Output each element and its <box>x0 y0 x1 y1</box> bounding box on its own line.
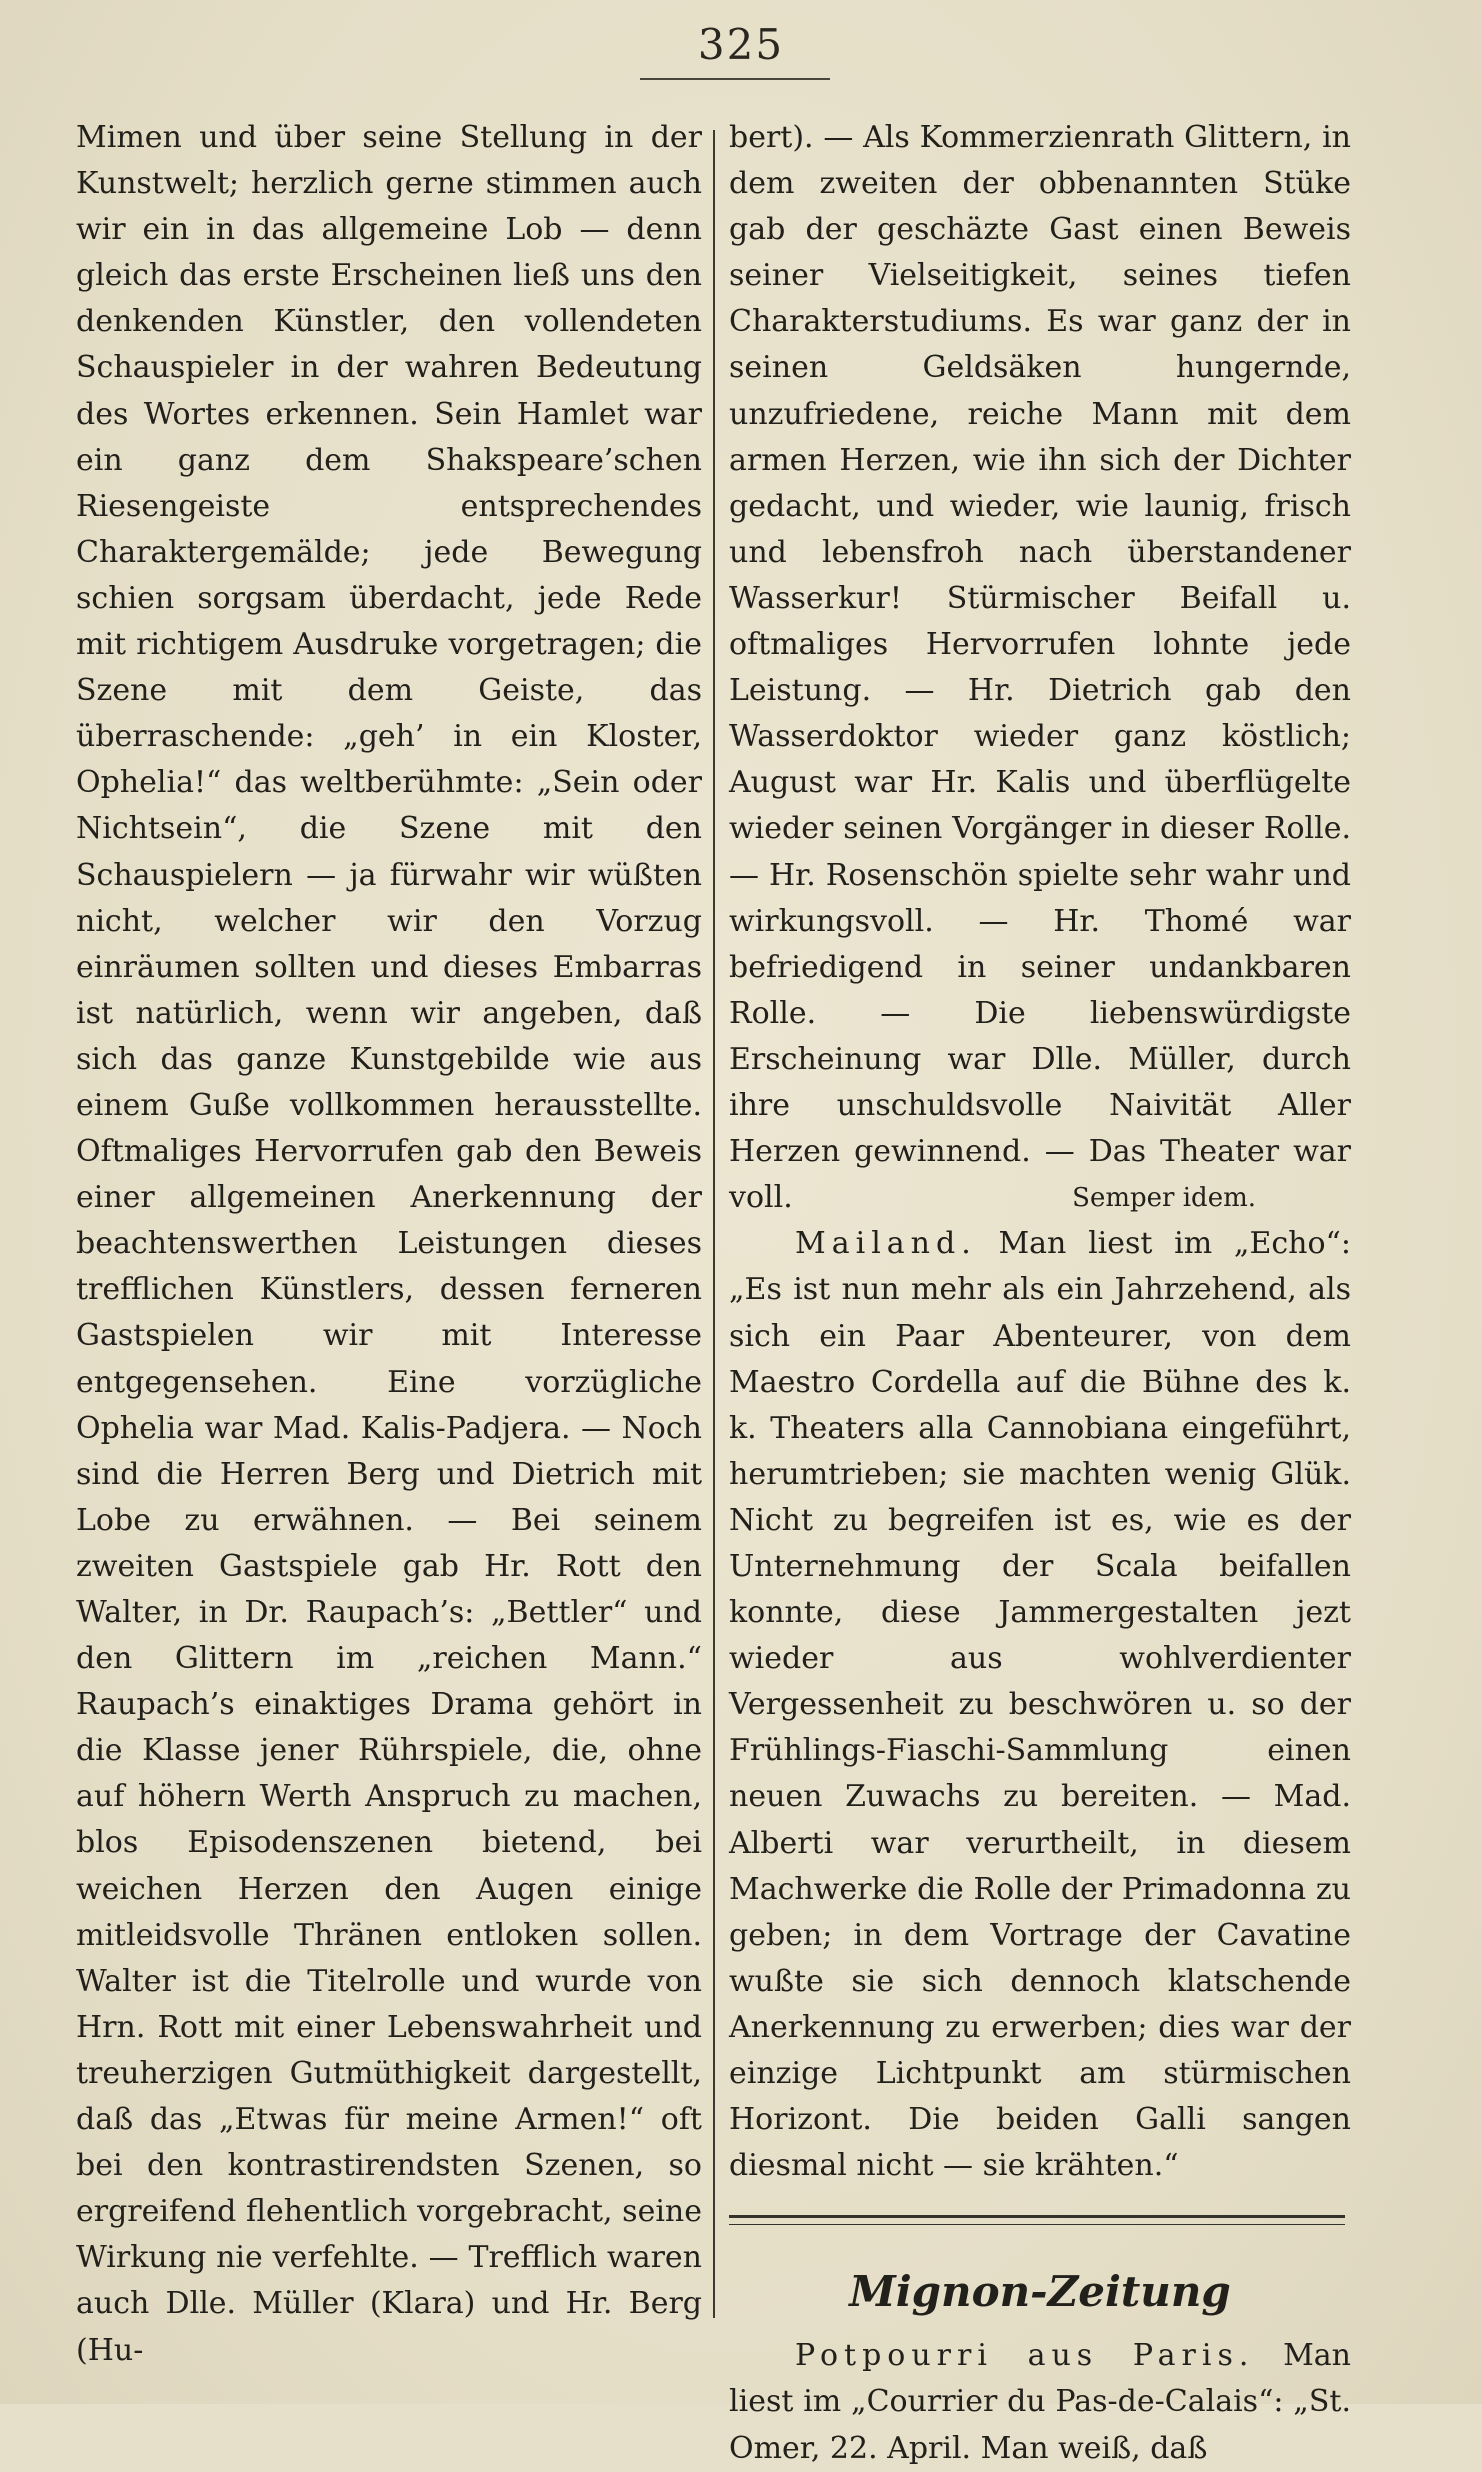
milan-report-text: Man liest im „Echo“: „Es ist nun mehr als ein Jahrzehend, als sich ein Paar Abenteurer, von dem Maestro Cordella auf die Bühne des k. k. Theaters alla Cannobiana eingeführt, herumtrieben; sie machten wenig Glük. Nicht zu begreifen ist es, wie es der Unternehmung der Scala beifallen konnte, diese Jammergestalten jezt wieder aus wohlverdienter Vergessenheit zu beschwören u. so der Frühlings-Fiaschi-Sammlung einen neuen Zuwachs zu bereiten. — Mad. Alberti war verurtheilt, in diesem Machwerke die Rolle der Primadonna zu geben; in dem Vortrage der Cavatine wußte sie sich dennoch klatschende Anerkennung zu erwerben; dies war der einzige Lichtpunkt am stürmischen Horizont. Die beiden Galli sangen diesmal nicht — sie krähten.“ <box>729 1226 1351 2184</box>
right-column <box>729 115 1351 2472</box>
header-rule <box>640 78 830 80</box>
page-number: 325 <box>697 20 785 69</box>
column-divider <box>713 130 715 2318</box>
section-title: Mignon-Zeitung <box>849 2267 1231 2317</box>
milan-city-heading: Mailand. <box>795 1226 977 1262</box>
potpourri-heading: Potpourri aus Paris. <box>795 2338 1255 2374</box>
author-signature: Semper idem. <box>1072 1183 1256 1214</box>
potpourri-paragraph <box>729 2333 1351 2471</box>
milan-report-paragraph <box>729 1221 1351 2189</box>
theater-review-paragraph: Mimen und über seine Stellung in der Kunstwelt; herzlich gerne stimmen auch wir ein in das allgemeine Lob — denn gleich das erste Erscheinen ließ uns den denkenden Künstler, den vollendeten Schauspieler in der wahren Bedeutung des Wortes erkennen. Sein Hamlet war ein ganz dem Shakspeare’schen Riesengeiste entsprechendes Charaktergemälde; jede Bewegung schien sorgsam überdacht, jede Rede mit richtigem Ausdruke vorgetragen; die Szene mit dem Geiste, das überraschende: „geh’ in ein Kloster, Ophelia!“ das weltberühmte: „Sein oder Nichtsein“, die Szene mit den Schauspielern — ja fürwahr wir wüßten nicht, welcher wir den Vorzug einräumen sollten und dieses Embarras ist natürlich, wenn wir angeben, daß sich das ganze Kunstgebilde wie aus einem Guße vollkommen herausstellte. Oftmaliges Hervorrufen gab den Beweis einer allgemeinen Anerkennung der beachtenswerthen Leistungen dieses trefflichen Künstlers, dessen ferneren Gastspielen wir mit Interesse entgegensehen. Eine vorzügliche Ophelia war Mad. Kalis-Padjera. — Noch sind die Herren Berg und Dietrich mit Lobe zu erwähnen. — Bei seinem zweiten Gastspiele gab Hr. Rott den Walter, in Dr. Raupach’s: „Bettler“ und den Glittern im „reichen Mann.“ Raupach’s einaktiges Drama gehört in die Klasse jener Rührspiele, die, ohne auf höhern Werth Anspruch zu machen, blos Episodenszenen bietend, bei weichen Herzen den Augen einige mitleidsvolle Thränen entloken sollen. Walter ist die Titelrolle und wurde von Hrn. Rott mit einer Lebenswahrheit und treuherzigen Gutmüthigkeit dargestellt, daß das „Etwas für meine Armen!“ oft bei den kontrastirendsten Szenen, so ergreifend flehentlich vorgebracht, seine Wirkung nie verfehlte. — Trefflich waren auch Dlle. Müller (Klara) und Hr. Berg (Hu- <box>76 120 702 2368</box>
review-continuation-paragraph: bert). — Als Kommerzienrath Glittern, in dem zweiten der obbenannten Stüke gab der geschäzte Gast einen Beweis seiner Vielseitigkeit, seines tiefen Charakterstudiums. Es war ganz der in seinen Geldsäken hungernde, unzufriedene, reiche Mann mit dem armen Herzen, wie ihn sich der Dichter gedacht, und wieder, wie launig, frisch und lebensfroh nach überstandener Wasserkur! Stürmischer Beifall u. oftmaliges Hervorrufen lohnte jede Leistung. — Hr. Dietrich gab den Wasserdoktor wieder ganz köstlich; August war Hr. Kalis und überflügelte wieder seinen Vorgänger in dieser Rolle. — Hr. Rosenschön spielte sehr wahr und wirkungsvoll. — Hr. Thomé war befriedigend in seiner undankbaren Rolle. — Die liebenswürdigste Erscheinung war Dlle. Müller, durch ihre unschuldsvolle Naivität Aller Herzen gewinnend. — Das Theater war voll. <box>729 120 1351 1216</box>
potpourri-text: Man liest im „Courrier du Pas-de-Calais“: „St. Omer, 22. April. Man weiß, daß <box>729 2338 1351 2466</box>
left-column <box>76 115 702 2374</box>
section-separator-rule <box>729 2215 1345 2225</box>
